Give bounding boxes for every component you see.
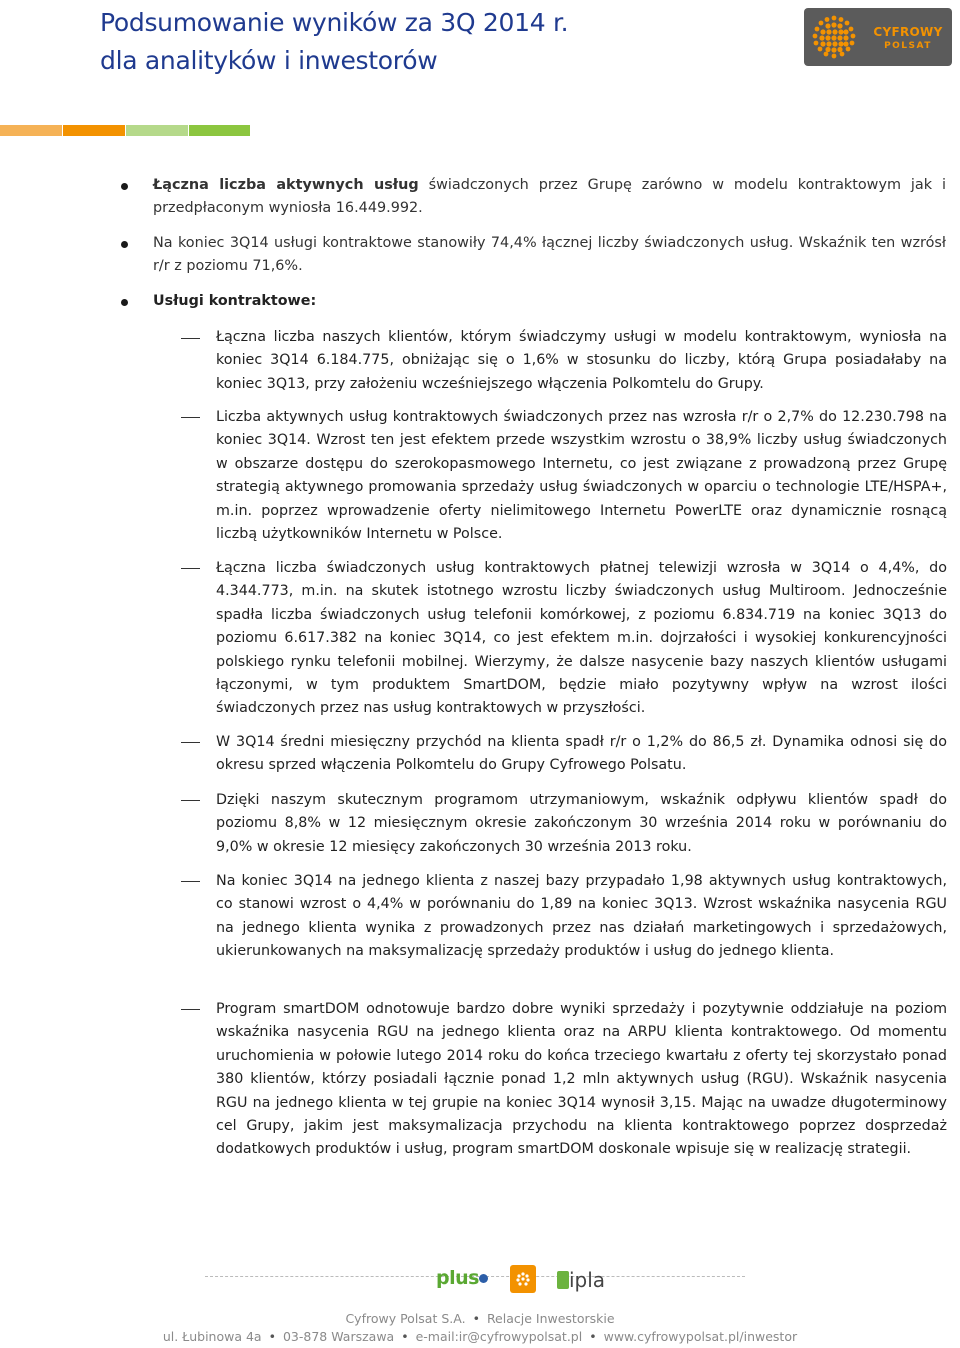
bullet-item-2-text: Na koniec 3Q14 usługi kontraktowe stanowiły 74,4% łącznej liczby świadczonych usług. Wskaźnik ten wzrósł r/r z poziomu 71,6%.: [153, 235, 946, 275]
dash-icon: [181, 800, 200, 801]
footer-line-1: [0, 1311, 960, 1326]
bullet-icon: [121, 241, 128, 248]
header-stripe-green-1: [126, 125, 188, 136]
header-stripe-orange-2: [63, 125, 125, 136]
bullet-icon: [121, 299, 128, 306]
bullet-item-1-text: świadczonych przez Grupę zarówno w modelu kontraktowym jak i przedpłaconym wyniosła 16.449.992.: [153, 177, 947, 217]
bullet-item-3-bold: Usługi kontraktowe:: [153, 293, 317, 309]
logo-text-polsat: POLSAT: [884, 41, 932, 51]
footer-separator: •: [472, 1311, 480, 1326]
polsat-tv-logo: [510, 1265, 536, 1293]
footer-line-2: [0, 1329, 960, 1344]
ipla-logo: ipla: [569, 1268, 606, 1292]
dash-item-6: Na koniec 3Q14 na jednego klienta z naszej bazy przypadało 1,98 aktywnych usług kontraktowych, co stanowi wzrost o 4,4% w porównaniu do 1,89 na koniec 3Q13. Wzrost wskaźnika nasycenia RGU na jednego klienta wynika z prowadzonych przez nas działań marketingowych i sprzedażowych, ukierunkowanych na maksymalizację sprzedaży produktów i usług do jednego klienta.: [216, 873, 947, 960]
polsat-sun-small-icon: [510, 1265, 536, 1293]
title-line-2: dla analityków i inwestorów: [100, 46, 438, 75]
bullet-item-1-bold: Łączna liczba aktywnych usług: [153, 177, 419, 193]
dash-item-5: Dzięki naszym skutecznym programom utrzymaniowym, wskaźnik odpływu klientów spadł do poziomu 8,8% w 12 miesięcznym okresie zakończonym 30 września 2014 roku w porównaniu do 9,0% w okresie 12 miesięcy zakończonych 30 września 2013 roku.: [216, 792, 947, 855]
dash-icon: [181, 417, 200, 418]
footer-department: Relacje Inwestorskie: [486, 1311, 615, 1326]
bullet-icon: [121, 183, 128, 190]
page-title: [100, 4, 568, 80]
dash-icon: [181, 881, 200, 882]
title-line-1: Podsumowanie wyników za 3Q 2014 r.: [100, 8, 569, 37]
dash-item-4: W 3Q14 średni miesięczny przychód na klienta spadł r/r o 1,2% do 86,5 zł. Dynamika odnosi się do okresu sprzed włączenia Polkomtelu do Grupy Cyfrowego Polsatu.: [216, 734, 947, 774]
header-stripe-orange-1: [0, 125, 62, 136]
dash-item-2: Liczba aktywnych usług kontraktowych świadczonych przez nas wzrosła r/r o 2,7% do 12.230.798 na koniec 3Q14. Wzrost ten jest efektem przede wszystkim wzrostu o 38,9% liczby usług świadczonych w obszarze dostępu do szerokopasmowego Internetu, co jest związane z prowadzoną przez Grupę strategią aktywnego promowania sprzedaży usług świadczonych w oparciu o technologie LTE/HSPA+, m.in. poprzez wprowadzenie oferty nielimitowego Internetu PowerLTE oraz dynamicznie rosnącą liczbą użytkowników Internetu w Polsce.: [216, 409, 947, 543]
dash-icon: [181, 742, 200, 743]
bullet-item-3: [153, 290, 946, 313]
bullet-item-2: [153, 232, 946, 279]
plus-logo: plus: [436, 1267, 479, 1289]
footer-company: Cyfrowy Polsat S.A.: [345, 1311, 466, 1326]
cyfrowy-polsat-logo: [804, 8, 952, 66]
plus-logo-dot: [479, 1274, 488, 1283]
footer-separator: •: [268, 1329, 276, 1344]
footer-website-link[interactable]: www.cyfrowypolsat.pl/inwestor: [603, 1329, 798, 1344]
dash-icon: [181, 568, 200, 569]
dash-item-3: Łączna liczba świadczonych usług kontraktowych płatnej telewizji wzrosła w 3Q14 o 4,4%, do 4.344.773, m.in. na skutek istotnego wzrostu liczby świadczonych usług Multiroom. Jednocześnie spadła liczba świadczonych usług telefonii komórkowej, z poziomu 6.834.719 na koniec 3Q13 do poziomu 6.617.382 na koniec 3Q14, co jest efektem m.in. dojrzałości i wysokiej konkurencyjności polskiego rynku telefonii mobilnej. Wierzymy, że dalsze nasycenie bazy naszych klientów usługami łączonymi, w tym produktem SmartDOM, będzie miało pozytywny wpływ na wzrost ilości świadczonych przez nas usług kontraktowych w przyszłości.: [216, 560, 947, 717]
logo-text-cyfrowy: CYFROWY: [873, 25, 943, 39]
footer-postal: 03-878 Warszawa: [282, 1329, 395, 1344]
dash-icon: [181, 1009, 200, 1010]
footer-separator: •: [589, 1329, 597, 1344]
dash-item-7: Program smartDOM odnotowuje bardzo dobre wyniki sprzedaży i pozytywnie oddziałuje na poziom wskaźnika nasycenia RGU na jednego klienta oraz na ARPU klienta kontraktowego. Od momentu uruchomienia w połowie lutego 2014 roku do końca trzeciego kwartału z oferty tej skorzystało ponad 380 klientów, którzy posiadali łącznie ponad 1,2 mln aktywnych usług (RGU). Wskaźnik nasycenia RGU na jednego klienta w tej grupie na koniec 3Q14 wynosił 3,15. Mając na uwadze długoterminowy cel Grupy, jakim jest maksymalizacja przychodu na klienta kontraktowego poprzez dosprzedaż dodatkowych produktów i usług, program smartDOM doskonale wpisuje się w realizację strategii.: [216, 1001, 947, 1158]
header-stripe-green-2: [189, 125, 250, 136]
bullet-item-1: [153, 174, 946, 221]
polsat-sun-icon: [810, 14, 858, 60]
dash-item-1: Łączna liczba naszych klientów, którym świadczymy usługi w modelu kontraktowym, wyniosła na koniec 3Q14 6.184.775, obniżając się o 1,6% w stosunku do liczby, którą Grupa posiadałaby na koniec 3Q13, przy założeniu wcześniejszego włączenia Polkomtelu do Grupy.: [216, 329, 947, 392]
footer-address: ul. Łubinowa 4a: [162, 1329, 262, 1344]
footer-email-link[interactable]: e-mail:ir@cyfrowypolsat.pl: [415, 1329, 583, 1344]
dash-icon: [181, 338, 200, 339]
footer-separator: •: [401, 1329, 409, 1344]
